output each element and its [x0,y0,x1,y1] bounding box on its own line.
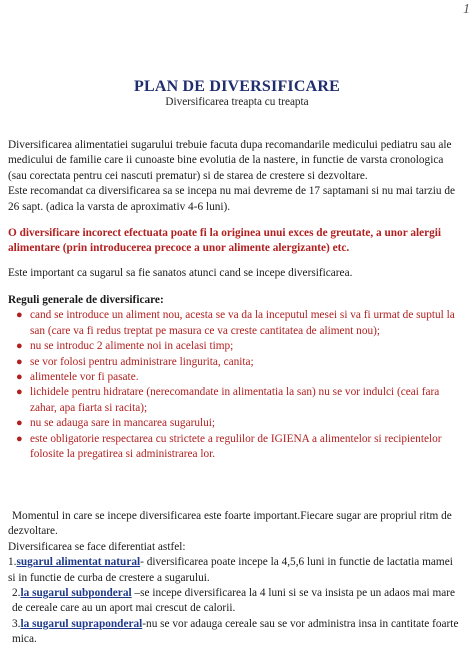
intro-paragraph-1: Diversificarea alimentatiei sugarului trebuie facuta dupa recomandarile medicului pediatru sau ale medicului de familie care ii cunoaste bine evolutia de la nastere, in functie de varsta cronologica (sau corectata pentru cei nascuti prematur) si de starea de crestere si dezvoltare. [8,139,452,182]
intro-section [8,138,462,215]
intro-paragraph-2: Este recomandat ca diversificarea sa se incepa nu mai devreme de 17 saptamani si nu mai tarziu de 26 sapt. (adica la varsta de aproximativ 4-6 luni). [8,185,455,213]
rules-item-text: nu se introduc 2 alimente noi in acelasi timp; [30,340,234,353]
warning-paragraph: O diversificare incorect efectuata poate fi la originea unui exces de greutate, a unor alergii alimentare (prin introducerea precoce a unor alimente alergizante) etc. [8,227,442,255]
rules-item [8,370,462,385]
rules-list [8,308,462,462]
corner-mark: 1 [463,2,470,17]
rules-item-text: lichidele pentru hidratare (nerecomandate in alimentatia la san) nu se vor indulci (ceai fara zahar, apa fiarta si racita); [30,386,440,414]
rules-item-text: este obligatorie respectarea cu strictete a regulilor de IGIENA a alimentelor si recipientelor folosite la pregatirea si administrarea lor. [30,432,442,461]
rules-item-text: alimentele vor fi pasate. [30,371,139,384]
bullet-icon: ● [16,417,23,430]
page-title: PLAN DE DIVERSIFICARE [133,78,340,95]
bullet-icon: ● [16,340,23,353]
warning-section [8,226,462,257]
bullet-icon: ● [16,309,23,322]
rules-item-text: nu se adauga sare in mancarea sugarului; [30,417,216,430]
healthy-paragraph: Este important ca sugarul sa fie sanatos atunci cand se incepe diversificarea. [8,267,353,279]
moment-item-3-label: la sugarul supraponderal [20,617,143,630]
healthy-section [8,266,462,281]
rules-item [8,432,462,463]
moment-item-1-label: sugarul alimentat natural [16,556,141,569]
bullet-icon: ● [16,432,23,445]
rules-item-text: cand se introduce un aliment nou, acesta se va da la inceputul mesei si va fi urmat de suptul la san (care va fi redus treptat pe masura ce va creste cantitatea de aliment nou); [30,309,455,337]
moment-item-2-label: la sugarul subponderal [20,587,132,600]
rules-item [8,308,462,339]
moment-item-1: 1.sugarul alimentat natural- diversificarea poate incepe la 4,5,6 luni in functie de lactatia mamei si in functie de curba de crestere a sugarului. [8,556,453,584]
moment-section [8,509,462,648]
rules-item [8,339,462,354]
rules-section [8,293,462,462]
moment-paragraph: Momentul in care se incepe diversificarea este foarte important.Fiecare sugar are propriul ritm de dezvoltare. [8,510,452,538]
rules-item [8,355,462,370]
bullet-icon: ● [16,371,23,384]
page-subtitle: Diversificarea treapta cu treapta [165,96,309,108]
rules-item [8,416,462,431]
moment-item-2: 2.la sugarul subponderal –se incepe diversificarea la 4 luni si se va insista pe un adaos mai mare de cereale care au un aport mai crescut de calorii. [12,587,456,615]
moment-item-3: 3.la sugarul supraponderal-nu se vor adauga cereale sau se vor administra insa in cantitate foarte mica. [12,617,459,646]
bullet-icon: ● [16,386,23,399]
rules-heading: Reguli generale de diversificare: [8,294,164,306]
bullet-icon: ● [16,355,23,368]
rules-item [8,385,462,416]
moment-intro: Diversificarea se face diferentiat astfel: [8,540,186,553]
rules-item-text: se vor folosi pentru administrare lingurita, canita; [30,355,254,368]
